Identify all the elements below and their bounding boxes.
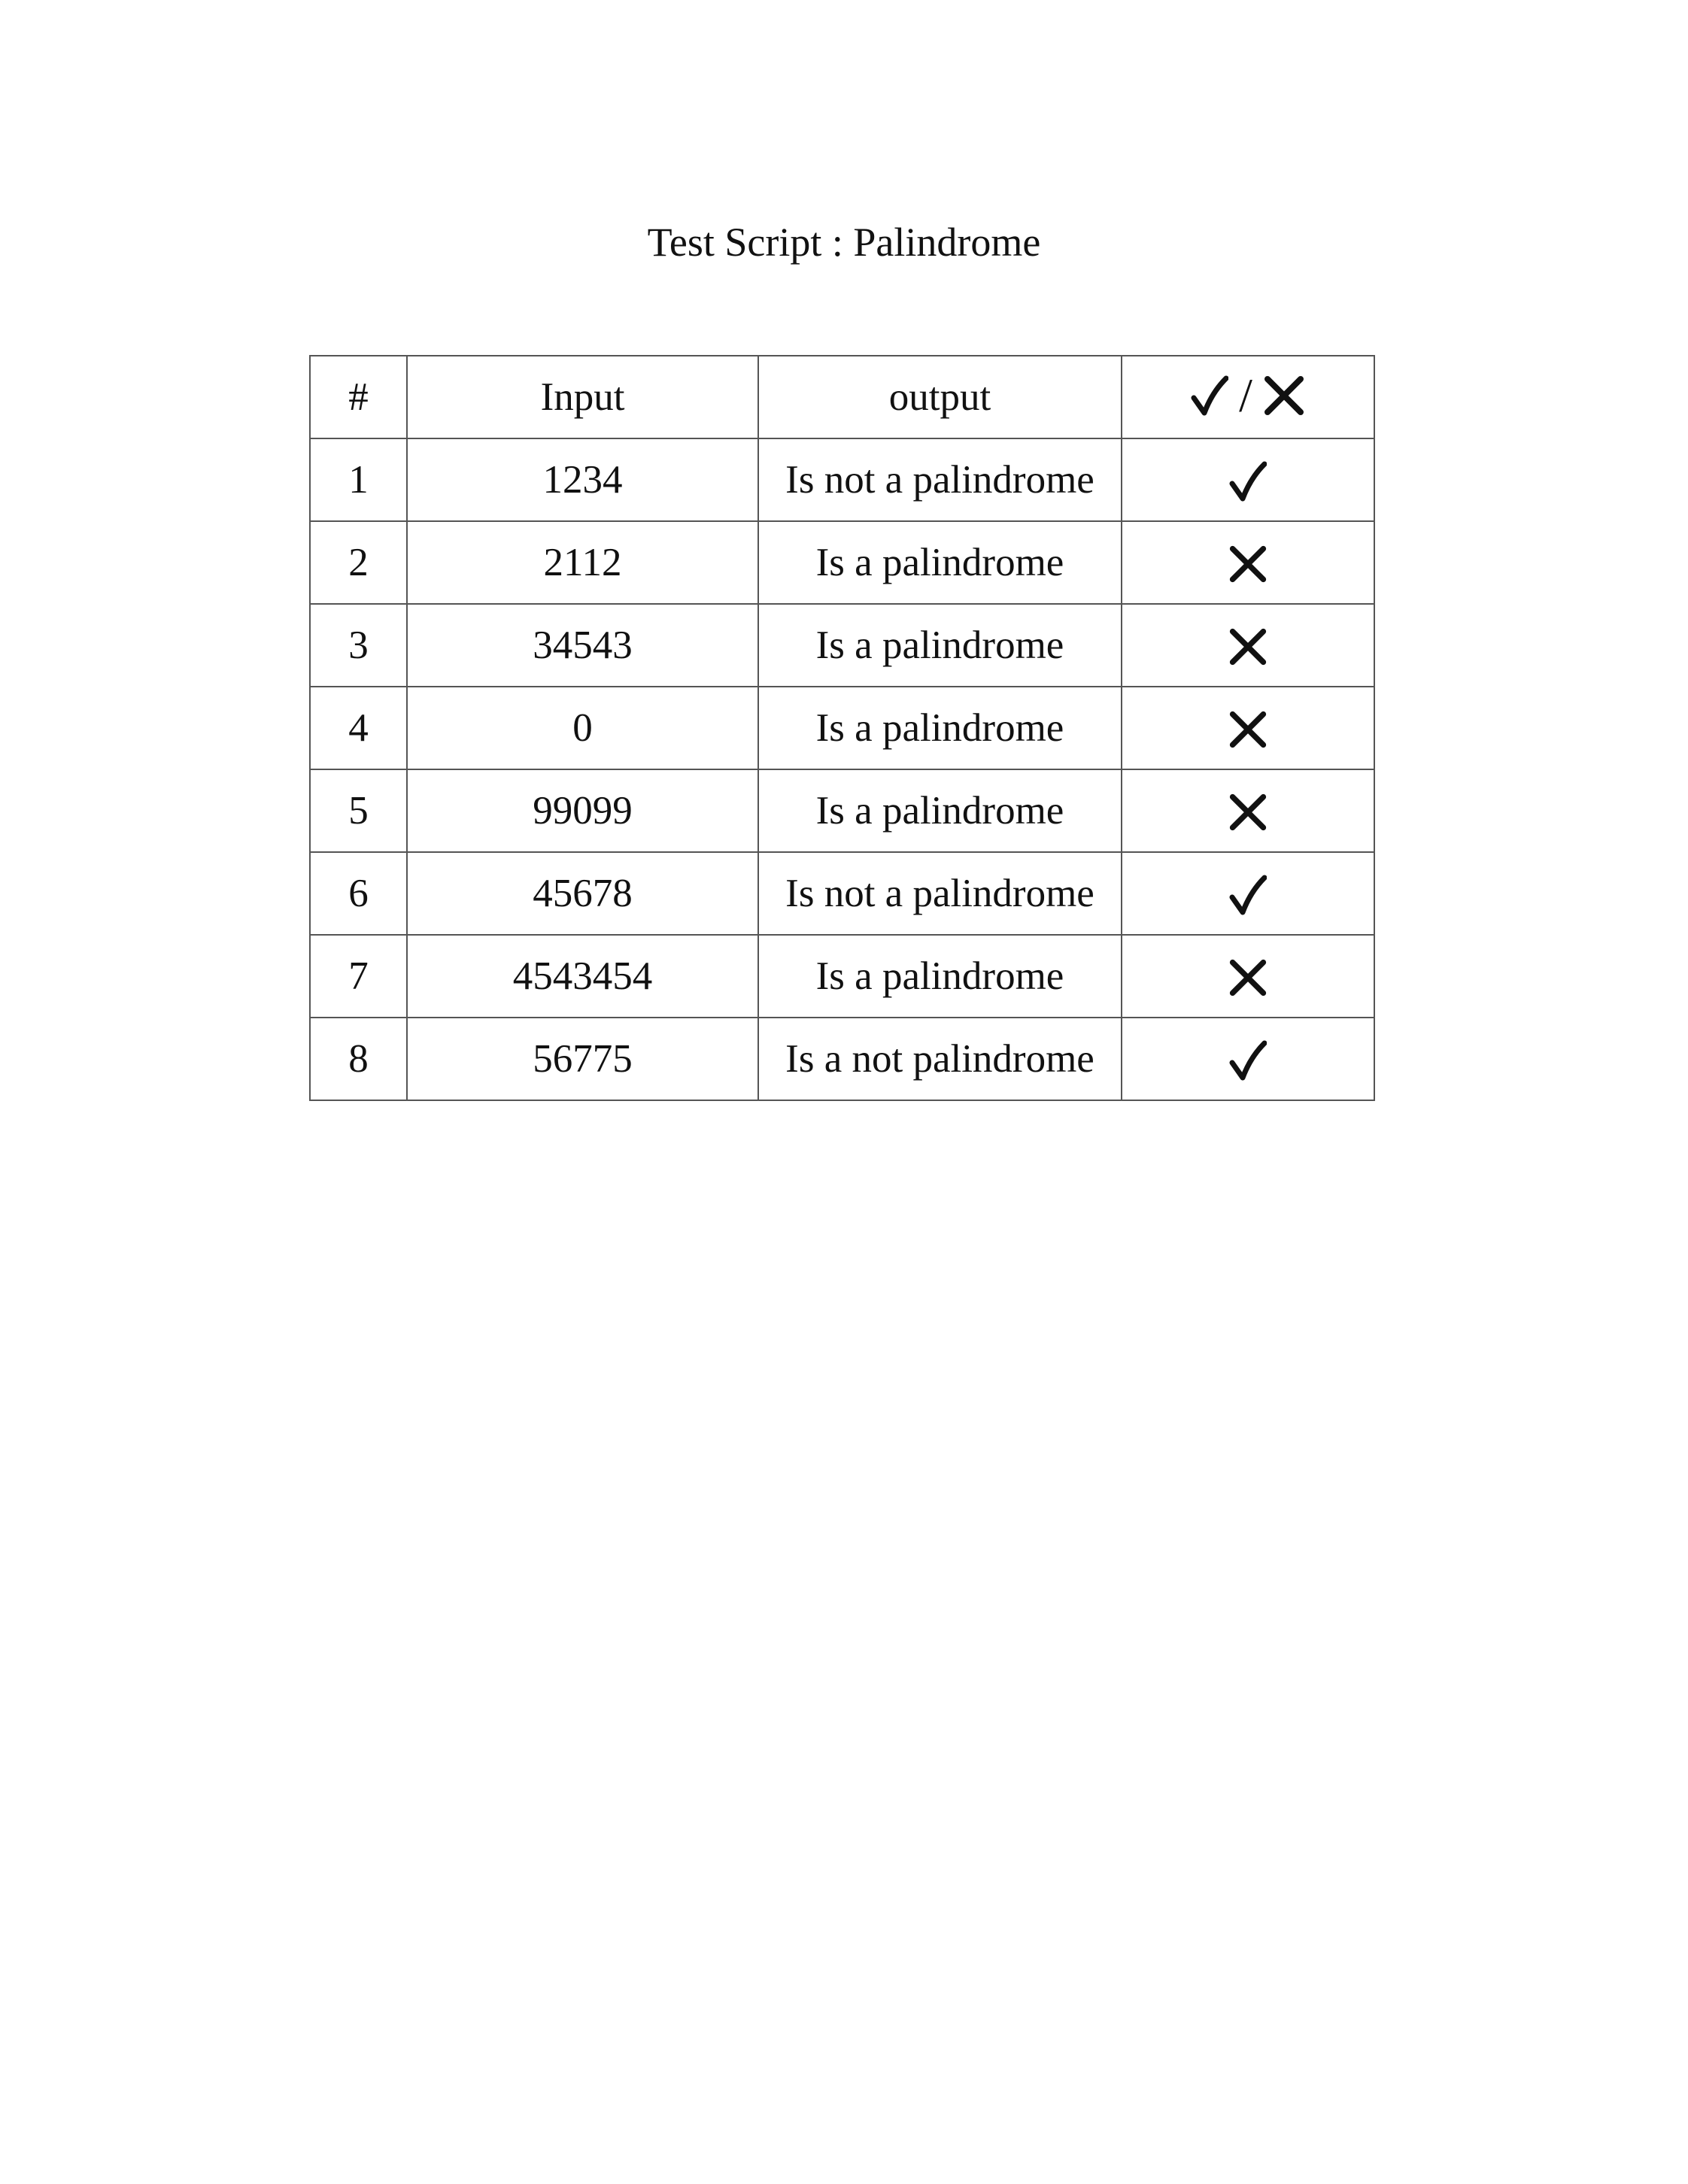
cell-result <box>1122 438 1374 521</box>
table-row <box>310 438 1374 521</box>
cell-output: Is a not palindrome <box>758 1018 1122 1100</box>
result-separator: / <box>1239 368 1252 422</box>
cross-icon <box>1228 958 1268 997</box>
cell-input: 0 <box>407 687 758 769</box>
cell-output: Is not a palindrome <box>758 438 1122 521</box>
cell-output: Is a palindrome <box>758 935 1122 1018</box>
table-row <box>310 687 1374 769</box>
cell-input: 2112 <box>407 521 758 604</box>
check-icon <box>1229 1040 1267 1081</box>
cross-icon <box>1228 627 1268 666</box>
cell-result <box>1122 687 1374 769</box>
cell-output: Is a palindrome <box>758 604 1122 687</box>
header-result <box>1122 356 1374 438</box>
check-icon <box>1229 461 1267 502</box>
header-number: # <box>310 356 407 438</box>
cell-output: Is a palindrome <box>758 687 1122 769</box>
cell-result <box>1122 521 1374 604</box>
cross-icon <box>1263 375 1305 417</box>
cross-icon <box>1228 544 1268 584</box>
cell-result <box>1122 604 1374 687</box>
test-results-table <box>309 355 1375 1101</box>
table-row <box>310 604 1374 687</box>
table-row <box>310 852 1374 935</box>
cell-output: Is a palindrome <box>758 769 1122 852</box>
cross-icon <box>1228 710 1268 749</box>
page-title: Test Script : Palindrome <box>647 220 1041 265</box>
cell-input: 34543 <box>407 604 758 687</box>
cell-number: 4 <box>310 687 407 769</box>
cross-icon <box>1228 793 1268 832</box>
cell-input: 99099 <box>407 769 758 852</box>
cell-number: 6 <box>310 852 407 935</box>
cell-number: 3 <box>310 604 407 687</box>
cell-result <box>1122 1018 1374 1100</box>
table-row <box>310 1018 1374 1100</box>
table-row <box>310 935 1374 1018</box>
cell-number: 2 <box>310 521 407 604</box>
cell-number: 8 <box>310 1018 407 1100</box>
check-icon <box>1191 375 1228 416</box>
header-input: Input <box>407 356 758 438</box>
cell-number: 5 <box>310 769 407 852</box>
cell-input: 4543454 <box>407 935 758 1018</box>
cell-output: Is a palindrome <box>758 521 1122 604</box>
cell-result <box>1122 852 1374 935</box>
check-icon <box>1229 875 1267 915</box>
cell-number: 1 <box>310 438 407 521</box>
table-row <box>310 521 1374 604</box>
table-row <box>310 769 1374 852</box>
cell-number: 7 <box>310 935 407 1018</box>
cell-input: 1234 <box>407 438 758 521</box>
cell-input: 45678 <box>407 852 758 935</box>
cell-result <box>1122 769 1374 852</box>
header-output: output <box>758 356 1122 438</box>
cell-output: Is not a palindrome <box>758 852 1122 935</box>
cell-input: 56775 <box>407 1018 758 1100</box>
cell-result <box>1122 935 1374 1018</box>
header-row <box>310 356 1374 438</box>
